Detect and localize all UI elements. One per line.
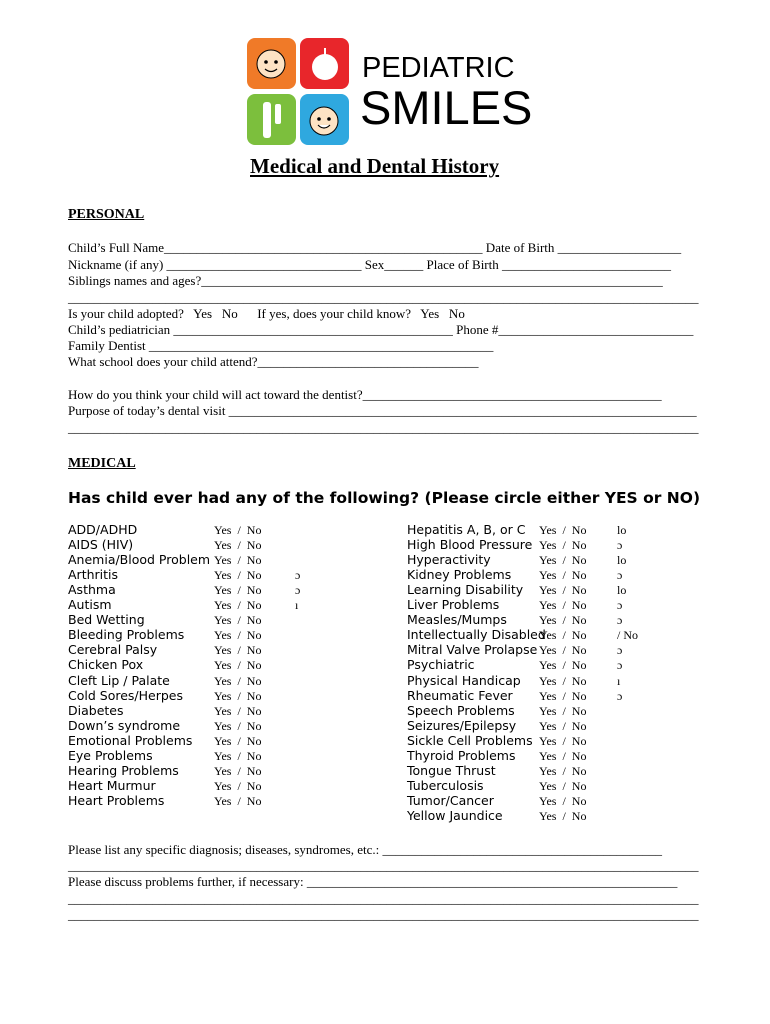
brand-name-top: PEDIATRIC <box>362 52 515 84</box>
yes-no-choice-field[interactable]: Yes / No <box>214 763 262 778</box>
condition-label: Anemia/Blood Problem <box>68 552 211 568</box>
followup-field-line[interactable]: _________________________________________________________________________________________________ <box>68 858 699 873</box>
yes-no-choice-field[interactable]: Yes / No <box>539 538 587 553</box>
yes-no-choice-field[interactable]: Yes / No <box>539 523 587 537</box>
personal-field-line[interactable]: What school does your child attend?__________________________________ <box>68 354 479 369</box>
condition-label: Autism <box>68 597 112 613</box>
yes-no-choice-field[interactable]: Yes / No <box>214 658 262 673</box>
condition-label: Tumor/Cancer <box>407 792 494 808</box>
condition-label: AIDS (HIV) <box>68 537 134 553</box>
clipped-fragment: lo <box>617 583 627 598</box>
yes-no-choice-field[interactable]: Yes / No <box>539 808 587 823</box>
condition-label: Liver Problems <box>407 597 500 613</box>
yes-no-choice-field[interactable]: Yes / No <box>539 778 587 793</box>
yes-no-choice-field[interactable]: Yes / No <box>539 748 587 763</box>
condition-label: Seizures/Epilepsy <box>407 717 517 733</box>
yes-no-choice-field[interactable]: Yes / No <box>539 688 587 703</box>
toothbrush-icon <box>247 94 296 145</box>
yes-no-choice-field[interactable]: Yes / No <box>539 763 587 778</box>
personal-heading: PERSONAL <box>68 207 145 222</box>
condition-label: ADD/ADHD <box>68 522 138 537</box>
yes-no-choice-field[interactable]: Yes / No <box>539 553 587 568</box>
condition-label: Rheumatic Fever <box>407 687 513 703</box>
yes-no-choice-field[interactable]: Yes / No <box>539 673 587 688</box>
personal-field-line[interactable]: Nickname (if any) ______________________________ Sex______ Place of Birth __________________________ <box>68 257 671 272</box>
condition-label: Down’s syndrome <box>68 717 181 733</box>
condition-label: Chicken Pox <box>68 657 144 673</box>
yes-no-choice-field[interactable]: Yes / No <box>214 598 262 613</box>
yes-no-choice-field[interactable]: Yes / No <box>539 613 587 628</box>
condition-label: Sickle Cell Problems <box>407 732 533 748</box>
yes-no-choice-field[interactable]: Yes / No <box>214 523 262 537</box>
yes-no-choice-field[interactable]: Yes / No <box>214 718 262 733</box>
followup-field-line[interactable]: Please discuss problems further, if necessary: _________________________________________________________ <box>68 874 678 889</box>
practice-logo <box>247 38 351 146</box>
condition-label: Eye Problems <box>68 747 153 763</box>
condition-label: Hearing Problems <box>68 762 179 778</box>
clipped-fragment: lo <box>617 553 627 568</box>
condition-label: Tuberculosis <box>407 777 484 793</box>
condition-label: Bleeding Problems <box>68 627 185 643</box>
personal-field-line[interactable]: Purpose of today’s dental visit ________________________________________________________________________ <box>68 403 697 418</box>
personal-field-line[interactable]: _________________________________________________________________________________________________ <box>68 420 699 435</box>
clipped-fragment: ɔ <box>617 658 623 673</box>
condition-label: Intellectually Disabled <box>407 627 546 643</box>
yes-no-choice-field[interactable]: Yes / No <box>214 748 262 763</box>
yes-no-choice-field[interactable]: Yes / No <box>214 643 262 658</box>
followup-field-line[interactable]: _________________________________________________________________________________________________ <box>68 907 699 922</box>
yes-no-choice-field[interactable]: Yes / No <box>539 733 587 748</box>
condition-label: Heart Murmur <box>68 777 156 793</box>
personal-field-line[interactable]: Child’s Full Name_________________________________________________ Date of Birth ___________________ <box>68 240 682 255</box>
clipped-fragment: ı <box>295 598 299 613</box>
page-title: Medical and Dental History <box>250 154 500 178</box>
condition-label: Learning Disability <box>407 582 524 598</box>
yes-no-choice-field[interactable]: Yes / No <box>214 613 262 628</box>
yes-no-choice-field[interactable]: Yes / No <box>539 658 587 673</box>
personal-field-line[interactable]: How do you think your child will act toward the dentist?______________________________________________ <box>68 387 662 402</box>
apple-icon <box>300 38 349 89</box>
yes-no-choice-field[interactable]: Yes / No <box>214 733 262 748</box>
yes-no-choice-field[interactable]: Yes / No <box>214 628 262 643</box>
condition-label: Measles/Mumps <box>407 612 507 628</box>
condition-label: Cold Sores/Herpes <box>68 687 183 703</box>
condition-label: Hepatitis A, B, or C <box>407 522 526 537</box>
condition-label: Speech Problems <box>407 702 515 718</box>
condition-label: High Blood Pressure <box>407 537 533 553</box>
condition-label: Physical Handicap <box>407 672 521 688</box>
yes-no-choice-field[interactable]: Yes / No <box>539 598 587 613</box>
personal-field-line[interactable]: Siblings names and ages?_______________________________________________________________________ <box>68 273 663 288</box>
personal-field-line[interactable]: Is your child adopted? Yes No If yes, does your child know? Yes No <box>68 306 465 321</box>
clipped-fragment: ɔ <box>617 613 623 628</box>
condition-label: Thyroid Problems <box>407 747 516 763</box>
condition-label: Cerebral Palsy <box>68 642 158 658</box>
yes-no-choice-field[interactable]: Yes / No <box>539 568 587 583</box>
followup-field-line[interactable]: Please list any specific diagnosis; diseases, syndromes, etc.: ___________________________________________ <box>68 842 662 857</box>
yes-no-choice-field[interactable]: Yes / No <box>214 538 262 553</box>
followup-field-line[interactable]: _________________________________________________________________________________________________ <box>68 891 699 906</box>
clipped-fragment: ɔ <box>617 598 623 613</box>
condition-label: Diabetes <box>68 702 124 718</box>
yes-no-choice-field[interactable]: Yes / No <box>539 793 587 808</box>
condition-label: Hyperactivity <box>407 552 491 568</box>
clipped-fragment: lo <box>617 523 627 537</box>
yes-no-choice-field[interactable]: Yes / No <box>539 628 587 643</box>
condition-label: Yellow Jaundice <box>407 807 503 823</box>
personal-field-line[interactable]: _________________________________________________________________________________________________ <box>68 290 699 305</box>
medical-heading: MEDICAL <box>68 456 136 471</box>
yes-no-choice-field[interactable]: Yes / No <box>214 583 262 598</box>
yes-no-choice-field[interactable]: Yes / No <box>539 703 587 718</box>
personal-field-line[interactable]: Child’s pediatrician ___________________________________________ Phone #______________________________ <box>68 322 694 337</box>
yes-no-choice-field[interactable]: Yes / No <box>214 688 262 703</box>
personal-field-line[interactable]: Family Dentist _____________________________________________________ <box>68 338 494 353</box>
yes-no-choice-field[interactable]: Yes / No <box>539 643 587 658</box>
yes-no-choice-field[interactable]: Yes / No <box>214 793 262 808</box>
clipped-fragment: ɔ <box>617 688 623 703</box>
condition-label: Arthritis <box>68 567 119 583</box>
condition-label: Bed Wetting <box>68 612 145 628</box>
condition-label: Cleft Lip / Palate <box>68 672 170 688</box>
condition-label: Tongue Thrust <box>407 762 496 778</box>
condition-label: Kidney Problems <box>407 567 512 583</box>
clipped-fragment: ı <box>617 673 621 688</box>
yes-no-choice-field[interactable]: Yes / No <box>214 568 262 583</box>
yes-no-choice-field[interactable]: Yes / No <box>539 583 587 598</box>
condition-label: Emotional Problems <box>68 732 193 748</box>
brand-name-bottom: SMILES <box>360 81 533 134</box>
yes-no-choice-field[interactable]: Yes / No <box>214 703 262 718</box>
child-face-tile <box>247 38 296 89</box>
clipped-fragment: ɔ <box>617 643 623 658</box>
condition-label: Asthma <box>68 582 116 598</box>
condition-label: Psychiatric <box>407 657 475 673</box>
condition-label: Heart Problems <box>68 792 165 808</box>
yes-no-choice-field[interactable]: Yes / No <box>539 718 587 733</box>
clipped-fragment: ɔ <box>617 568 623 583</box>
yes-no-choice-field[interactable]: Yes / No <box>214 673 262 688</box>
clipped-fragment: / No <box>617 628 638 643</box>
condition-label: Mitral Valve Prolapse <box>407 642 538 658</box>
smiling-child-tile <box>300 94 349 145</box>
clipped-fragment: ɔ <box>295 583 301 598</box>
yes-no-choice-field[interactable]: Yes / No <box>214 778 262 793</box>
yes-no-choice-field[interactable]: Yes / No <box>214 553 262 568</box>
medical-question: Has child ever had any of the following? (Please circle either YES or NO) <box>68 489 701 507</box>
clipped-fragment: ɔ <box>295 568 301 583</box>
clipped-fragment: ɔ <box>617 538 623 553</box>
